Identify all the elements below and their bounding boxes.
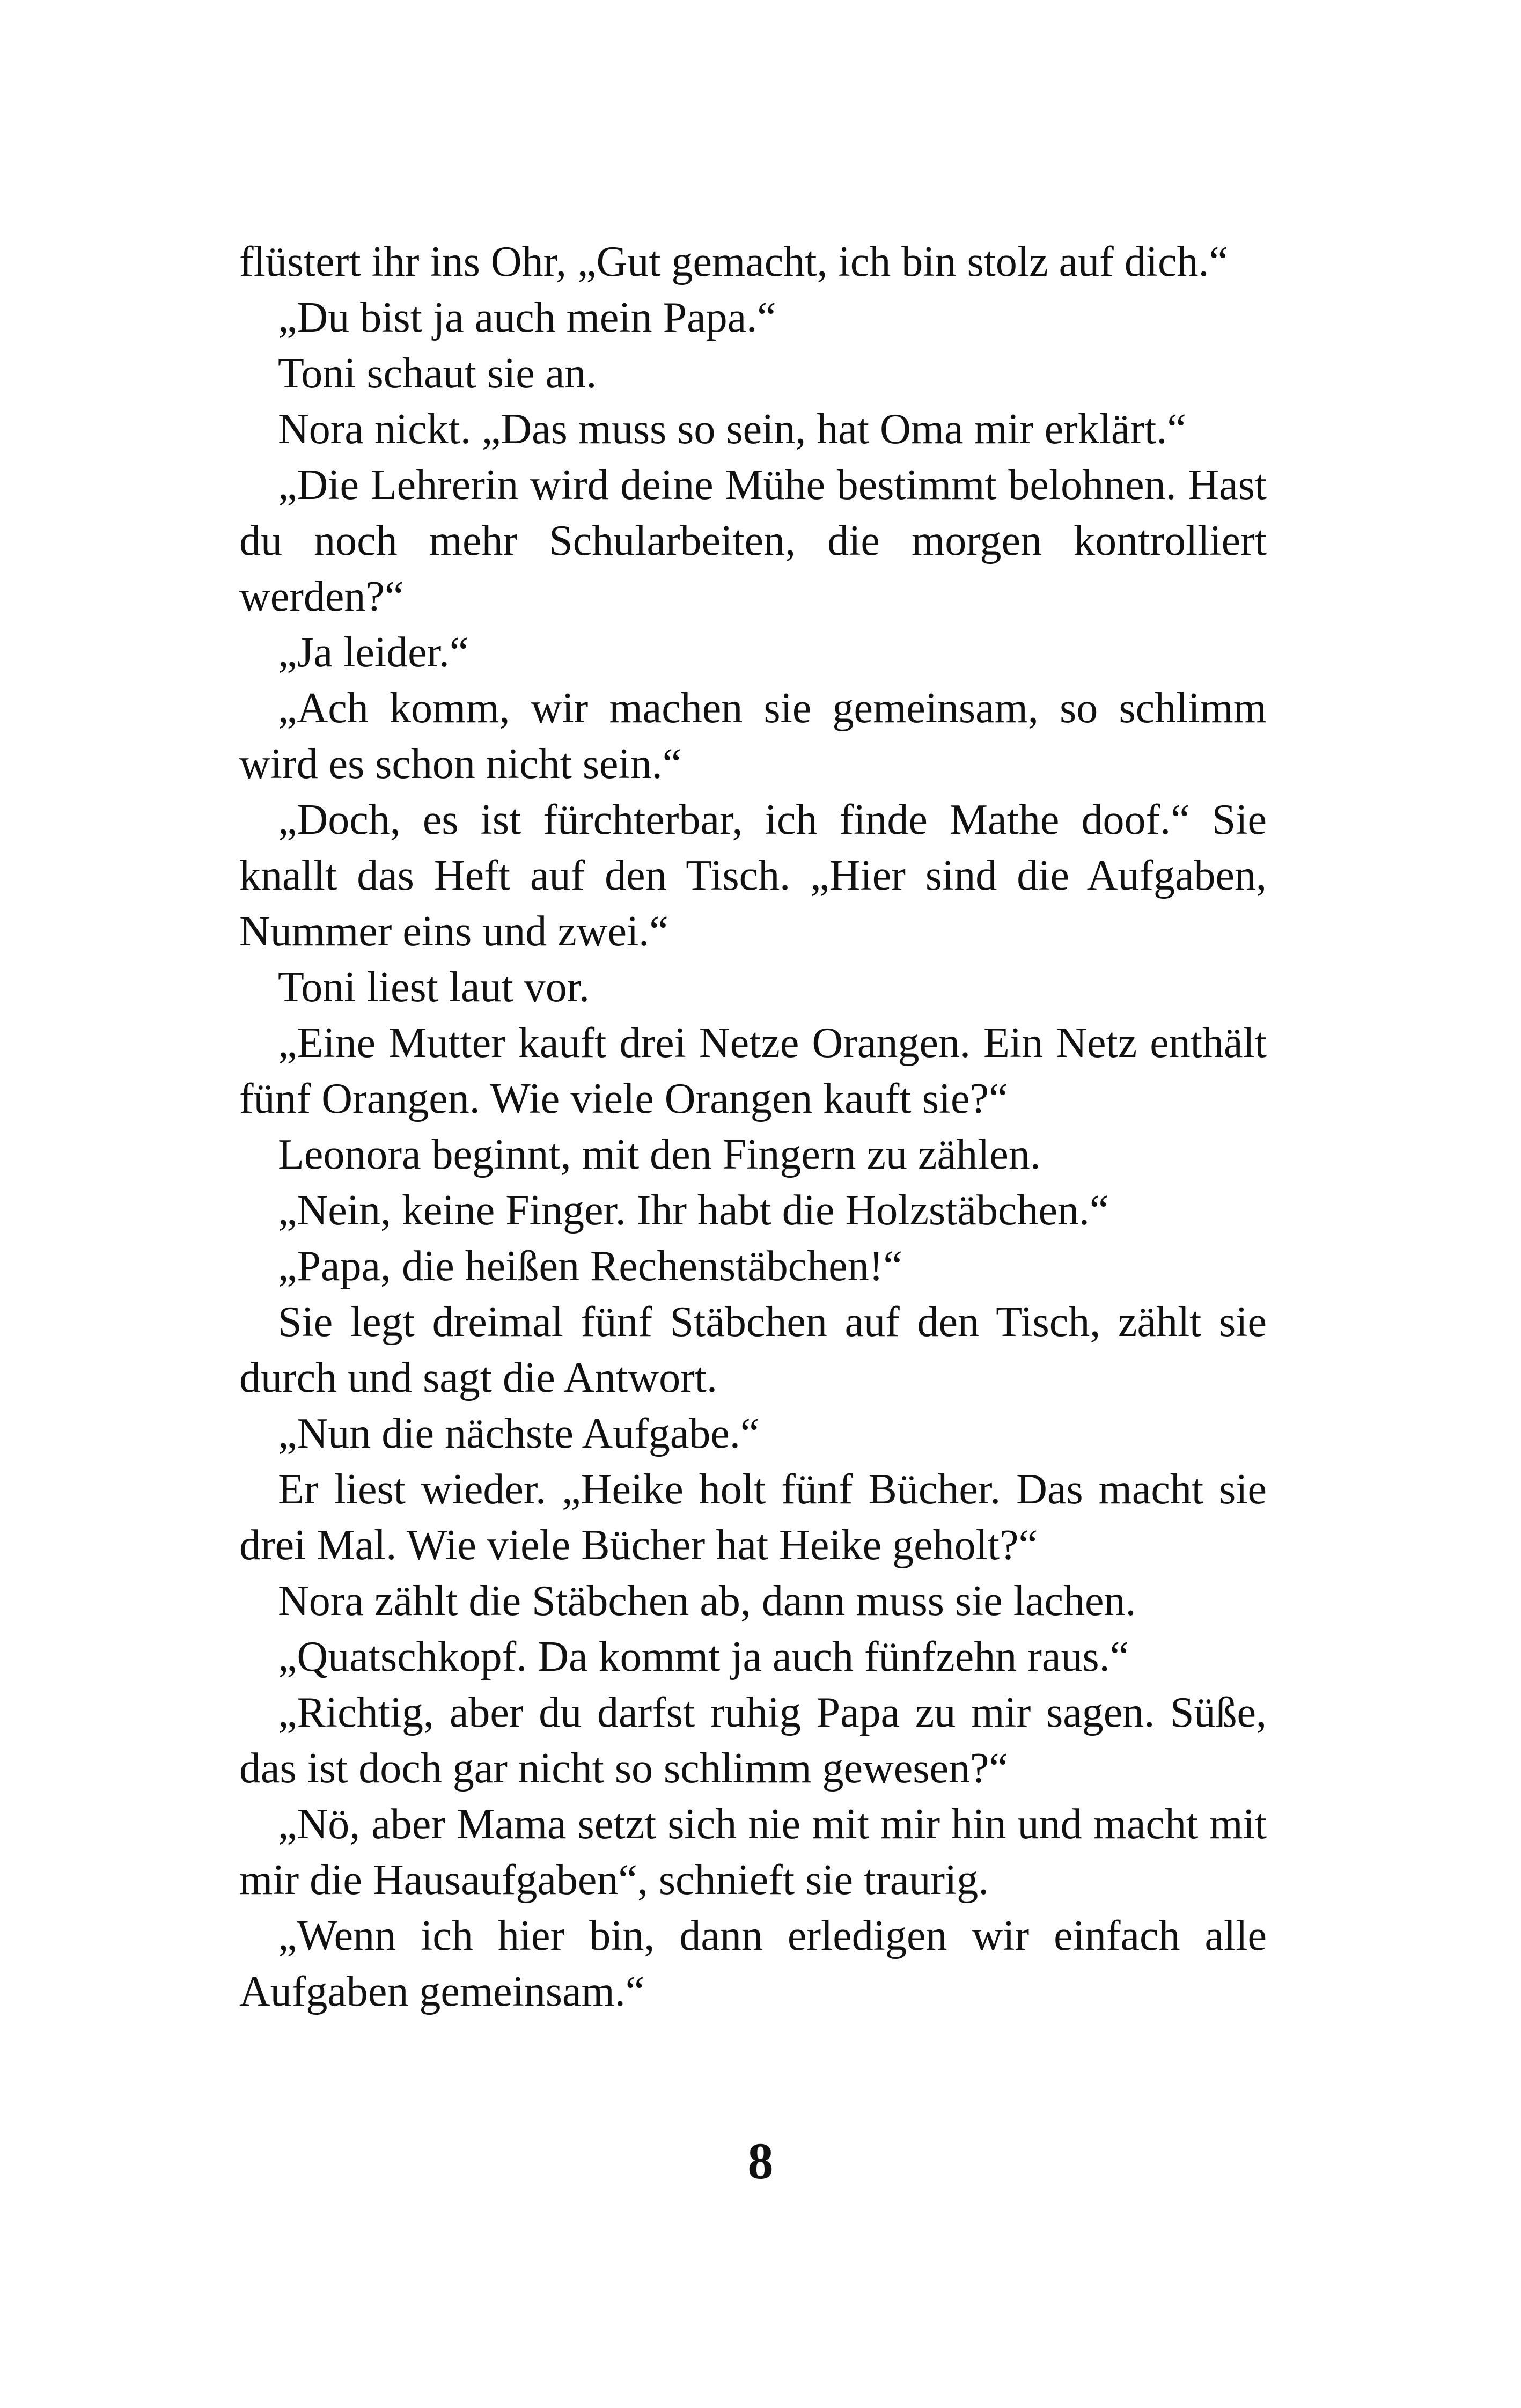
paragraph: Nora nickt. „Das muss so sein, hat Oma mir erklärt.“: [278, 406, 1186, 453]
paragraph: Toni schaut sie an.: [278, 350, 597, 397]
paragraph: flüstert ihr ins Ohr, „Gut gemacht, ich bin stolz auf dich.“: [239, 238, 1228, 285]
paragraph: „Papa, die heißen Rechenstäbchen!“: [278, 1243, 902, 1290]
paragraph: „Nein, keine Finger. Ihr habt die Holzstäbchen.“: [278, 1187, 1109, 1234]
paragraph: Er liest wieder. „Heike holt fünf Bücher. Das macht sie drei Mal. Wie viele Bücher hat Heike geholt?“: [239, 1466, 1267, 1569]
paragraph: „Ach komm, wir machen sie gemeinsam, so schlimm wird es schon nicht sein.“: [239, 685, 1267, 788]
body-text: [239, 234, 1267, 2020]
paragraph: Leonora beginnt, mit den Fingern zu zählen.: [278, 1131, 1041, 1178]
paragraph: „Nun die nächste Aufgabe.“: [278, 1410, 760, 1457]
paragraph: „Nö, aber Mama setzt sich nie mit mir hin und macht mit mir die Hausaufgaben“, schnieft sie traurig.: [239, 1801, 1267, 1904]
page-number: 8: [747, 2132, 774, 2190]
paragraph: „Doch, es ist fürchterbar, ich finde Mathe doof.“ Sie knallt das Heft auf den Tisch. „Hier sind die Aufgaben, Nummer eins und zwei.“: [239, 796, 1267, 955]
paragraph: „Quatschkopf. Da kommt ja auch fünfzehn raus.“: [278, 1633, 1129, 1680]
paragraph: Nora zählt die Stäbchen ab, dann muss sie lachen.: [278, 1577, 1136, 1625]
paragraph: „Richtig, aber du darfst ruhig Papa zu mir sagen. Süße, das ist doch gar nicht so schlimm gewesen?“: [239, 1689, 1267, 1792]
paragraph: Sie legt dreimal fünf Stäbchen auf den Tisch, zählt sie durch und sagt die Antwort.: [239, 1298, 1267, 1401]
paragraph: Toni liest laut vor.: [278, 964, 590, 1011]
paragraph: „Eine Mutter kauft drei Netze Orangen. Ein Netz enthält fünf Orangen. Wie viele Orangen kauft sie?“: [239, 1019, 1267, 1122]
paragraph: „Die Lehrerin wird deine Mühe bestimmt belohnen. Hast du noch mehr Schularbeiten, die morgen kontrolliert werden?“: [239, 461, 1267, 620]
paragraph: „Du bist ja auch mein Papa.“: [278, 294, 776, 341]
paragraph: „Wenn ich hier bin, dann erledigen wir einfach alle Aufgaben gemeinsam.“: [239, 1912, 1267, 2015]
paragraph: „Ja leider.“: [278, 629, 469, 676]
